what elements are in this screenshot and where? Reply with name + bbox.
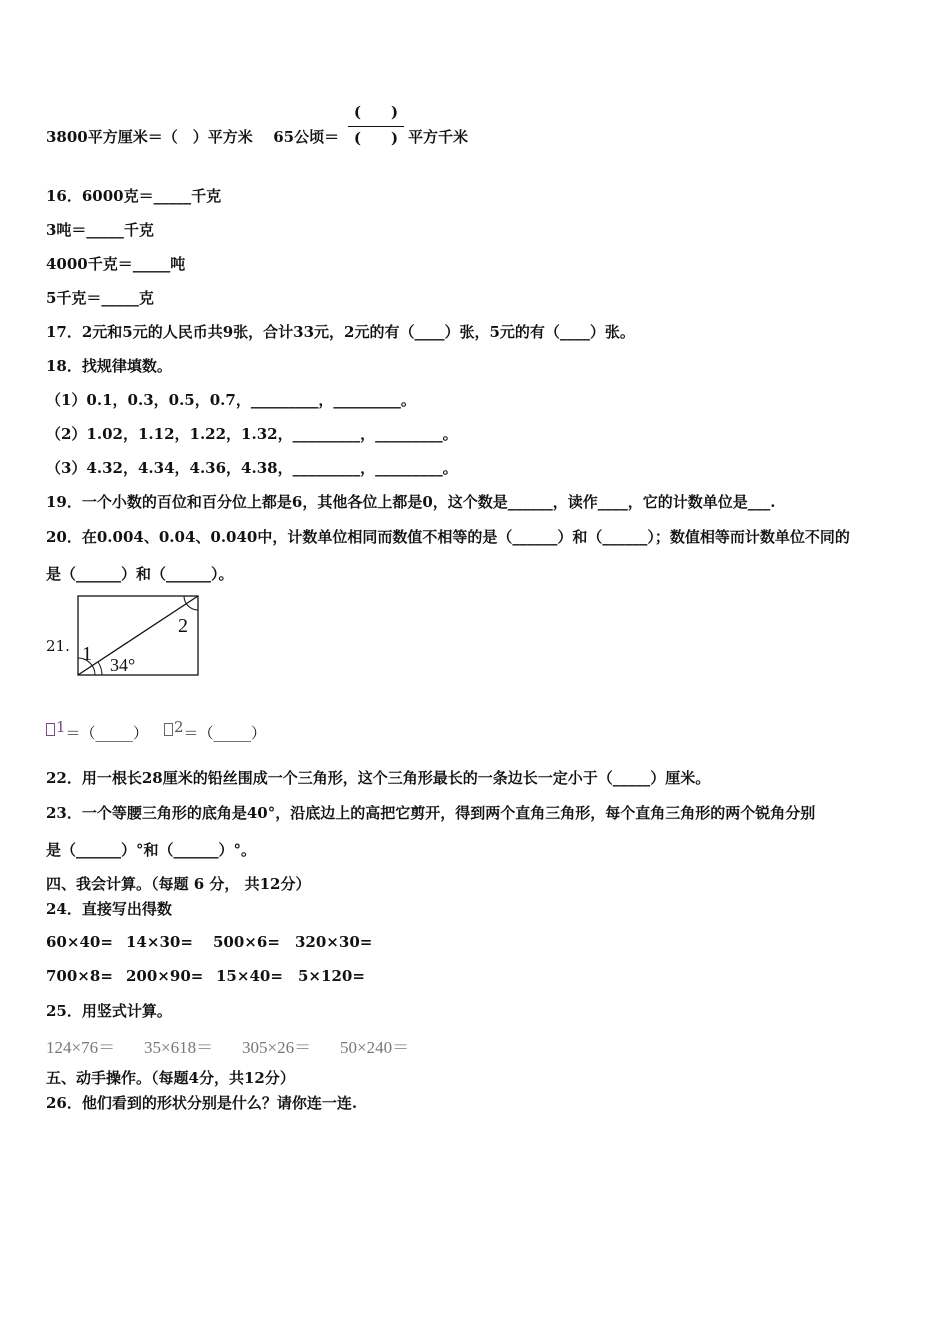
q25-item: 305×26＝ — [242, 1038, 312, 1057]
q21-answer-1-num: 1 — [56, 718, 66, 736]
q15-part-b-suffix: 平方千米 — [408, 128, 469, 146]
q24-row-2 — [46, 966, 365, 986]
q21-rectangle-figure — [74, 592, 204, 682]
q24-item: 200×90= — [126, 967, 204, 985]
q22-line: 22．用一根长28厘米的铅丝围成一个三角形，这个三角形最长的一条边长一定小于（_____）厘米。 — [46, 769, 711, 787]
q24-item: 320×30= — [295, 933, 373, 951]
q20-line-2: 是（______）和（______）。 — [46, 565, 234, 583]
q18-sequence-3: （3）4.32，4.34，4.36，4.38，_________，_________。 — [46, 459, 458, 477]
q16-line-2: 3吨＝_____千克 — [46, 221, 154, 239]
q15-part-b-prefix: 65公顷＝ — [273, 128, 340, 146]
q19-line: 19．一个小数的百位和百分位上都是6，其他各位上都是0，这个数是______，读作____，它的计数单位是___. — [46, 493, 776, 511]
q26-line: 26．他们看到的形状分别是什么？请你连一连. — [46, 1094, 358, 1112]
q24-item: 14×30= — [126, 933, 193, 951]
q16-line-4: 5千克＝_____克 — [46, 289, 154, 307]
q21-angle-arc-1b — [98, 662, 102, 675]
q25-item: 124×76＝ — [46, 1038, 116, 1057]
section-4-heading: 四、我会计算。（每题 6 分， 共12分） — [46, 875, 311, 893]
angle-symbol-icon — [164, 723, 173, 736]
q24-item: 5×120= — [298, 967, 365, 985]
q21-answer-1 — [46, 718, 148, 743]
q15-line — [46, 127, 339, 147]
q24-item: 500×6= — [213, 933, 280, 951]
q15-fraction-top: ( ) — [353, 103, 399, 121]
section-5-heading: 五、动手操作。（每题4分，共12分） — [46, 1069, 295, 1087]
q24-row-1 — [46, 932, 372, 952]
q24-item: 60×40= — [46, 933, 113, 951]
q21-angle-label-1: 1 — [82, 643, 92, 665]
q20-line-1: 20．在0.004、0.04、0.040中，计数单位相同而数值不相等的是（______）和（______）；数值相等而计数单位不同的 — [46, 528, 850, 546]
q15-part-a: 3800平方厘米＝（ ）平方米 — [46, 128, 253, 146]
q24-item: 700×8= — [46, 967, 113, 985]
q21-angle-label-34: 34° — [110, 655, 136, 675]
q24-title: 24．直接写出得数 — [46, 900, 172, 918]
q18-sequence-2: （2）1.02，1.12，1.22，1.32，_________，_________。 — [46, 425, 458, 443]
q21-number: 21. — [46, 637, 70, 655]
q21-answer-1-blank: ＝（_____） — [65, 724, 149, 742]
q23-line-1: 23．一个等腰三角形的底角是40°，沿底边上的高把它剪开，得到两个直角三角形，每个直角三角形的两个锐角分别 — [46, 804, 816, 822]
q25-title: 25．用竖式计算。 — [46, 1002, 172, 1020]
q21-answer-2-num: 2 — [174, 718, 184, 736]
q16-line-3: 4000千克＝_____吨 — [46, 255, 186, 273]
q16-line-1: 16．6000克＝_____千克 — [46, 187, 222, 205]
q25-items — [46, 1033, 409, 1058]
q21-angle-label-2: 2 — [178, 615, 188, 637]
q15-fraction-bottom: ( ) — [353, 129, 399, 147]
q23-line-2: 是（______）°和（______）°。 — [46, 841, 257, 859]
q18-title: 18．找规律填数。 — [46, 357, 172, 375]
q24-item: 15×40= — [216, 967, 283, 985]
angle-symbol-icon — [46, 723, 55, 736]
q25-item: 50×240＝ — [340, 1038, 410, 1057]
q21-answer-2 — [164, 718, 266, 743]
q25-item: 35×618＝ — [144, 1038, 214, 1057]
q21-answer-2-blank: ＝（_____） — [183, 724, 267, 742]
q18-sequence-1: （1）0.1，0.3，0.5，0.7，_________，_________。 — [46, 391, 416, 409]
q17-line: 17．2元和5元的人民币共9张，合计33元，2元的有（____）张，5元的有（____）张。 — [46, 323, 635, 341]
